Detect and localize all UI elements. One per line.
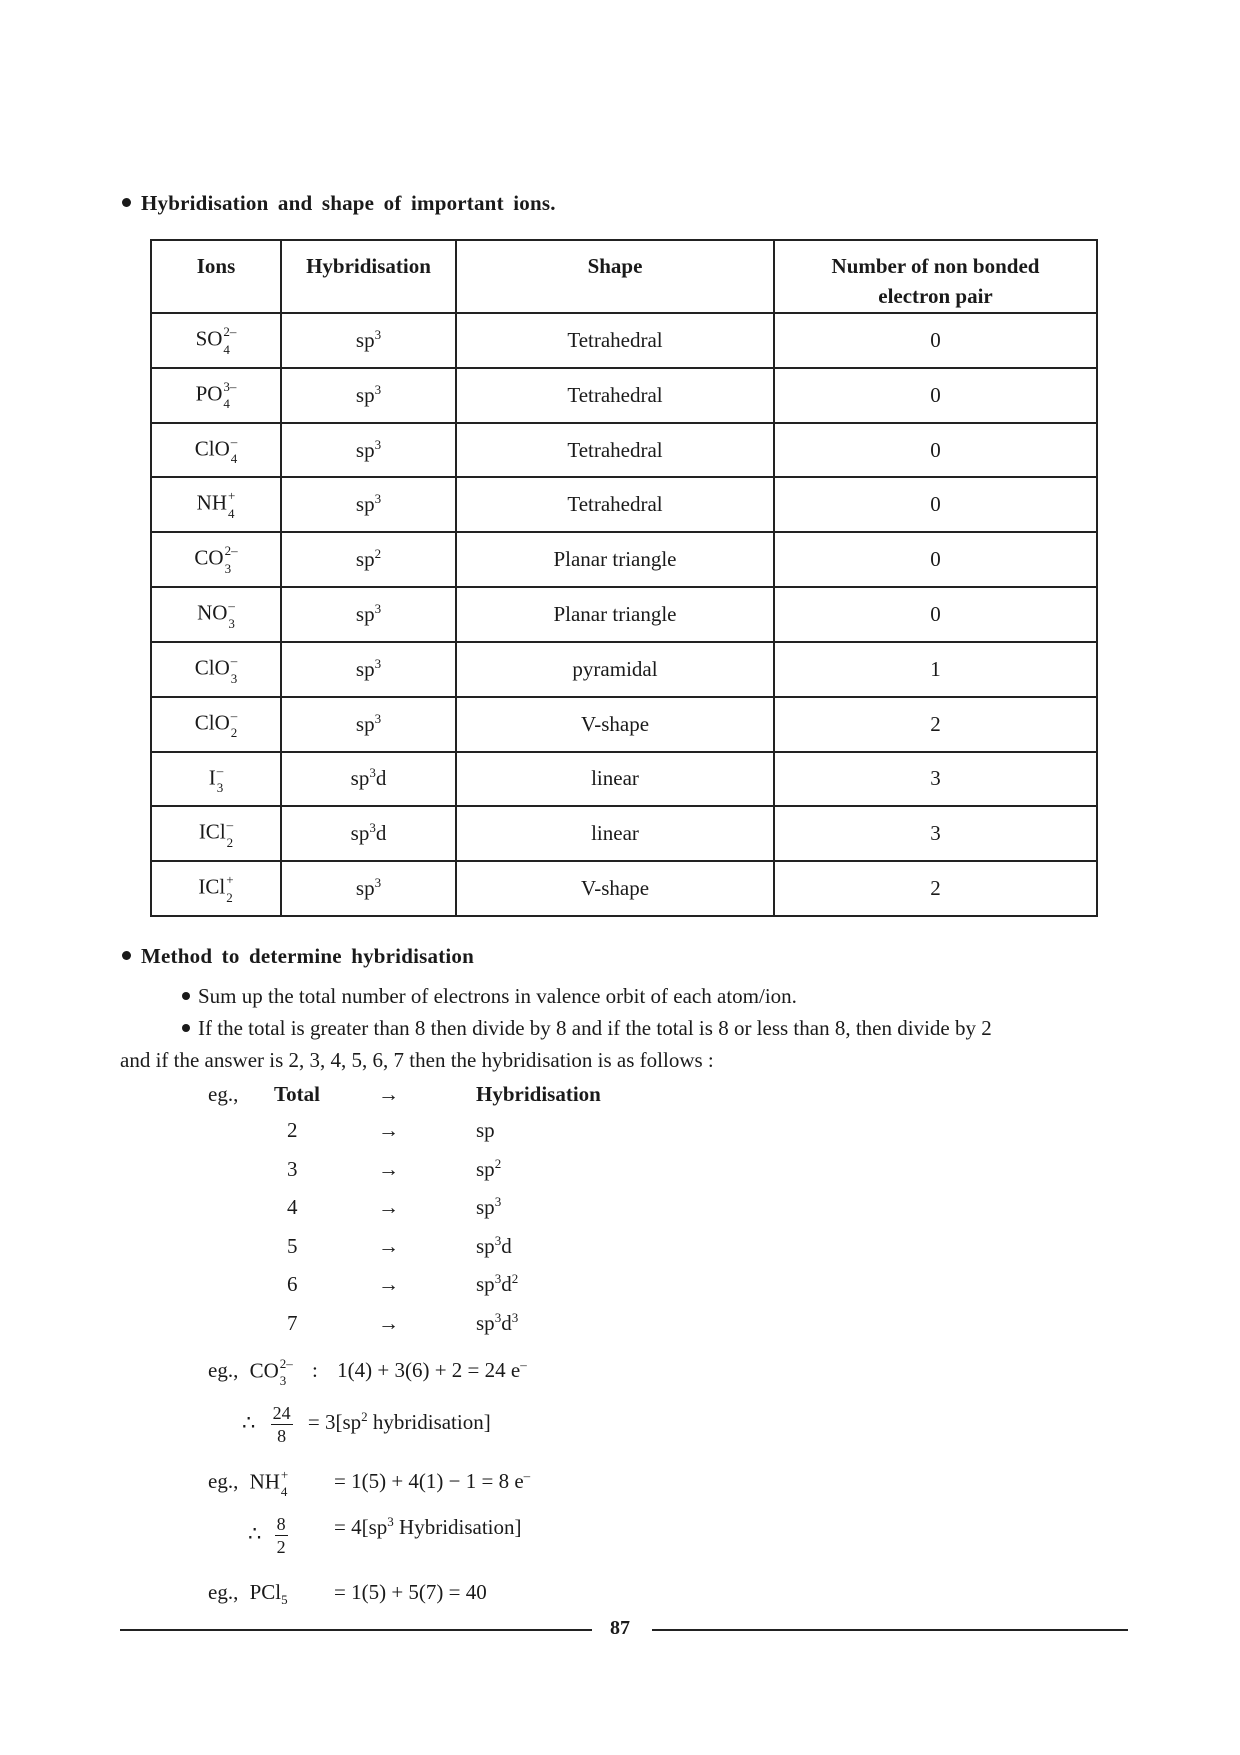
- therefore-icon: ∴: [242, 1410, 256, 1435]
- table-row: [151, 423, 1097, 478]
- nonbonded-pairs-cell: 2: [774, 861, 1097, 916]
- ion-cell: ICl + 2: [151, 861, 281, 916]
- hybridisation-cell: $sp^3$: [281, 587, 456, 642]
- nonbonded-pairs-cell: 0: [774, 368, 1097, 423]
- section-heading-method: Method to determine hybridisation: [122, 944, 474, 969]
- page-number: 87: [610, 1617, 630, 1639]
- hybridisation-cell: $sp^3$: [281, 642, 456, 697]
- arrow-icon: →: [378, 1082, 399, 1106]
- table-row: [151, 861, 1097, 916]
- ion-cell: ClO – 3: [151, 642, 281, 697]
- bullet-icon: [122, 951, 131, 960]
- header-hybridisation: Hybridisation: [281, 240, 456, 313]
- example-co3: eg., CO 2– 3 : 1(4) + 3(6) + 2 = 24 e–: [208, 1355, 527, 1389]
- ion-cell: CO 2– 3: [151, 532, 281, 587]
- shape-cell: V-shape: [456, 861, 774, 916]
- table-row: [151, 587, 1097, 642]
- header-shape: Shape: [456, 240, 774, 313]
- table-row: [151, 697, 1097, 752]
- nonbonded-pairs-cell: 3: [774, 752, 1097, 807]
- hybridisation-cell: $sp^3$: [281, 697, 456, 752]
- arrow-icon: →: [378, 1156, 399, 1181]
- nonbonded-pairs-cell: 0: [774, 587, 1097, 642]
- nonbonded-pairs-cell: 2: [774, 697, 1097, 752]
- hybridisation-cell: $sp^3$: [281, 368, 456, 423]
- table-row: [151, 642, 1097, 697]
- bullet-icon: [182, 992, 190, 1000]
- bullet-icon: [122, 198, 131, 207]
- example-nh4: eg., NH + 4 = 1(5) + 4(1) − 1 = 8 e–: [208, 1466, 531, 1500]
- table-row: [151, 532, 1097, 587]
- arrow-icon: →: [378, 1118, 399, 1142]
- ion-cell: ClO – 2: [151, 697, 281, 752]
- ion-formula: CO 2– 3: [249, 1355, 293, 1389]
- method-point-1: Sum up the total number of electrons in valence orbit of each atom/ion.: [182, 980, 797, 1012]
- table-row: [151, 752, 1097, 807]
- nonbonded-pairs-cell: 3: [774, 806, 1097, 861]
- ion-cell: I – 3: [151, 752, 281, 807]
- shape-cell: linear: [456, 806, 774, 861]
- arrow-icon: →: [378, 1310, 399, 1335]
- fraction: $\frac{8}{2}$: [276, 1514, 286, 1557]
- shape-cell: pyramidal: [456, 642, 774, 697]
- shape-cell: Planar triangle: [456, 587, 774, 642]
- ion-cell: ClO – 4: [151, 423, 281, 478]
- shape-cell: Tetrahedral: [456, 423, 774, 478]
- nonbonded-pairs-cell: 0: [774, 477, 1097, 532]
- footer-rule-right: [652, 1629, 1128, 1631]
- hybridisation-cell: $sp^3$: [281, 423, 456, 478]
- hybridisation-cell: $sp^3$: [281, 477, 456, 532]
- ions-table: [150, 239, 1098, 917]
- method-point-2: If the total is greater than 8 then divide by 8 and if the total is 8 or less than 8, then divide by 2: [182, 1012, 992, 1044]
- arrow-icon: →: [378, 1195, 399, 1219]
- ion-cell: NO – 3: [151, 587, 281, 642]
- arrow-icon: →: [378, 1233, 399, 1258]
- nonbonded-pairs-cell: 0: [774, 313, 1097, 368]
- footer-rule-left: [120, 1629, 592, 1631]
- arrow-icon: →: [378, 1272, 399, 1296]
- example-pcl5: eg., PCl$_5$ = 1(5) + 5(7) = 40: [208, 1580, 487, 1608]
- ion-cell: NH + 4: [151, 477, 281, 532]
- hybridisation-cell: $sp^2$: [281, 532, 456, 587]
- shape-cell: Tetrahedral: [456, 313, 774, 368]
- section-heading-ions: Hybridisation and shape of important ions.: [122, 191, 556, 216]
- table-row: [151, 806, 1097, 861]
- therefore-icon: ∴: [248, 1521, 262, 1546]
- shape-cell: linear: [456, 752, 774, 807]
- hybridisation-cell: $sp^3$: [281, 861, 456, 916]
- hybridisation-cell: $sp^3$: [281, 313, 456, 368]
- nonbonded-pairs-cell: 0: [774, 423, 1097, 478]
- shape-cell: V-shape: [456, 697, 774, 752]
- ion-cell: PO 3– 4: [151, 368, 281, 423]
- ion-formula: NH + 4: [249, 1466, 289, 1500]
- hybridisation-cell: $sp^3d$: [281, 806, 456, 861]
- table-body: [151, 313, 1097, 916]
- table-row: [151, 477, 1097, 532]
- ion-formula: PCl$_5$: [249, 1580, 288, 1608]
- header-nonbonded-pairs: Number of non bonded electron pair: [774, 240, 1097, 313]
- method-point-2-cont: and if the answer is 2, 3, 4, 5, 6, 7 then the hybridisation is as follows :: [120, 1048, 714, 1072]
- shape-cell: Planar triangle: [456, 532, 774, 587]
- table-row: [151, 313, 1097, 368]
- example-co3-division: ∴ $\frac{24}{8}$ = $3[sp^2$ hybridisation]: [242, 1403, 491, 1446]
- table-row: [151, 368, 1097, 423]
- table-header-row: [151, 240, 1097, 313]
- bullet-icon: [182, 1024, 190, 1032]
- nonbonded-pairs-cell: 1: [774, 642, 1097, 697]
- fraction: $\frac{24}{8}$: [272, 1403, 291, 1446]
- ion-cell: ICl – 2: [151, 806, 281, 861]
- ion-cell: SO 2– 4: [151, 313, 281, 368]
- hybridisation-cell: $sp^3d$: [281, 752, 456, 807]
- example-nh4-division: ∴ $\frac{8}{2}$ = $4[sp^3$ Hybridisation]: [248, 1514, 522, 1557]
- nonbonded-pairs-cell: 0: [774, 532, 1097, 587]
- header-ions: Ions: [151, 240, 281, 313]
- shape-cell: Tetrahedral: [456, 368, 774, 423]
- shape-cell: Tetrahedral: [456, 477, 774, 532]
